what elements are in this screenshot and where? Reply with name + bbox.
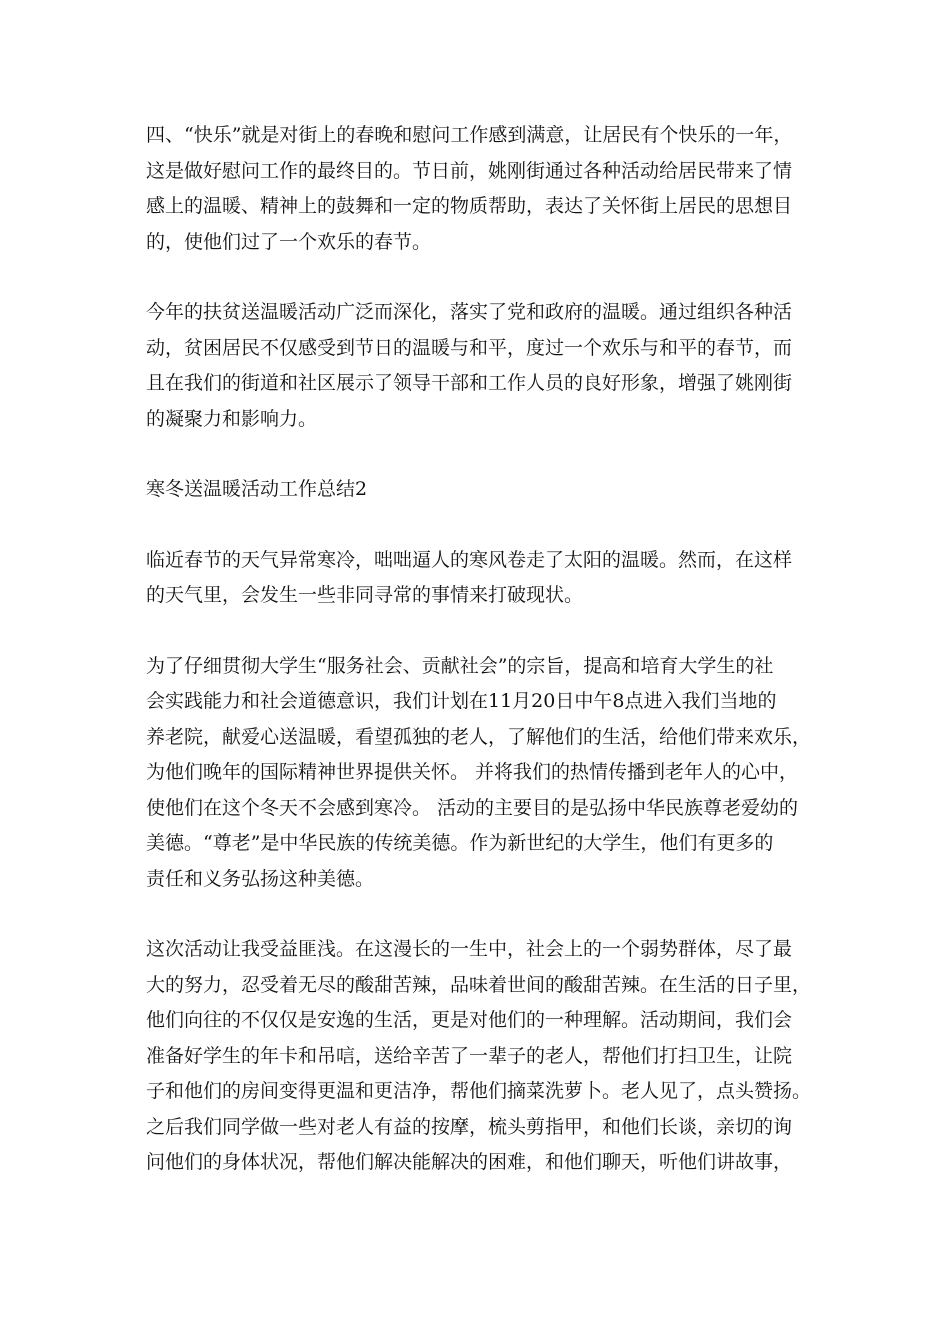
paragraph xyxy=(146,932,810,1181)
text-line: 养老院，献爱心送温暖，看望孤独的老人，了解他们的生活，给他们带来欢乐， xyxy=(146,725,812,748)
text-line: 美德。“尊老”是中华民族的传统美德。作为新世纪的大学生，他们有更多的 xyxy=(146,832,774,854)
text-line: 准备好学生的年卡和吊唁，送给辛苦了一辈子的老人，帮他们打扫卫生，让院 xyxy=(146,1044,793,1067)
text-line: 动，贫困居民不仅感受到节日的温暖与和平，度过一个欢乐与和平的春节，而 xyxy=(146,336,793,359)
text-line: 四、“快乐”就是对街上的春晚和慰问工作感到满意，让居民有个快乐的一年， xyxy=(146,124,793,146)
paragraph xyxy=(146,472,810,508)
text-line: 的凝聚力和影响力。 xyxy=(146,407,318,430)
text-line: 且在我们的街道和社区展示了领导干部和工作人员的良好形象，增强了姚刚街 xyxy=(146,372,793,394)
paragraph xyxy=(146,543,810,614)
text-line: 之后我们同学做一些对老人有益的按摩，梳头剪指甲，和他们长谈，亲切的询 xyxy=(146,1115,793,1138)
text-line: 他们向往的不仅仅是安逸的生活，更是对他们的一种理解。活动期间，我们会 xyxy=(146,1009,793,1031)
text-line: 问他们的身体状况，帮他们解决能解决的困难，和他们聊天，听他们讲故事， xyxy=(146,1151,793,1173)
text-line: 今年的扶贫送温暖活动广泛而深化，落实了党和政府的温暖。通过组织各种活 xyxy=(146,301,793,323)
text-line: 责任和义务弘扬这种美德。 xyxy=(146,867,375,890)
text-line: 这是做好慰问工作的最终目的。节日前，姚刚街通过各种活动给居民带来了情 xyxy=(146,159,793,182)
text-line: 大的努力，忍受着无尽的酸甜苦辣，品味着世间的酸甜苦辣。在生活的日子里， xyxy=(146,973,812,996)
paragraph xyxy=(146,118,810,260)
text-line: 临近春节的天气异常寒冷，咄咄逼人的寒风卷走了太阳的温暖。然而，在这样 xyxy=(146,548,793,571)
text-line: 感上的温暖、精神上的鼓舞和一定的物质帮助，表达了关怀街上居民的思想目 xyxy=(146,195,793,217)
document-body xyxy=(146,118,810,1216)
text-line: 使他们在这个冬天不会感到寒冷。 活动的主要目的是弘扬中华民族尊老爱幼的 xyxy=(146,796,799,819)
text-line: 为了仔细贯彻大学生“服务社会、贡献社会”的宗旨，提高和培育大学生的社 xyxy=(146,654,774,677)
text-line: 的天气里，会发生一些非同寻常的事情来打破现状。 xyxy=(146,584,584,606)
text-line: 这次活动让我受益匪浅。在这漫长的一生中，社会上的一个弱势群体，尽了最 xyxy=(146,938,793,960)
text-line: 会实践能力和社会道德意识，我们计划在11月20日中午8点进入我们当地的 xyxy=(146,690,777,712)
text-line: 的，使他们过了一个欢乐的春节。 xyxy=(146,230,432,253)
text-line: 子和他们的房间变得更温和更洁净，帮他们摘菜洗萝卜。老人见了，点头赞扬。 xyxy=(146,1080,812,1102)
paragraph xyxy=(146,295,810,437)
text-line: 为他们晚年的国际精神世界提供关怀。 并将我们的热情传播到老年人的心中， xyxy=(146,761,799,783)
paragraph xyxy=(146,649,810,898)
text-line: 寒冬送温暖活动工作总结2 xyxy=(146,478,368,500)
